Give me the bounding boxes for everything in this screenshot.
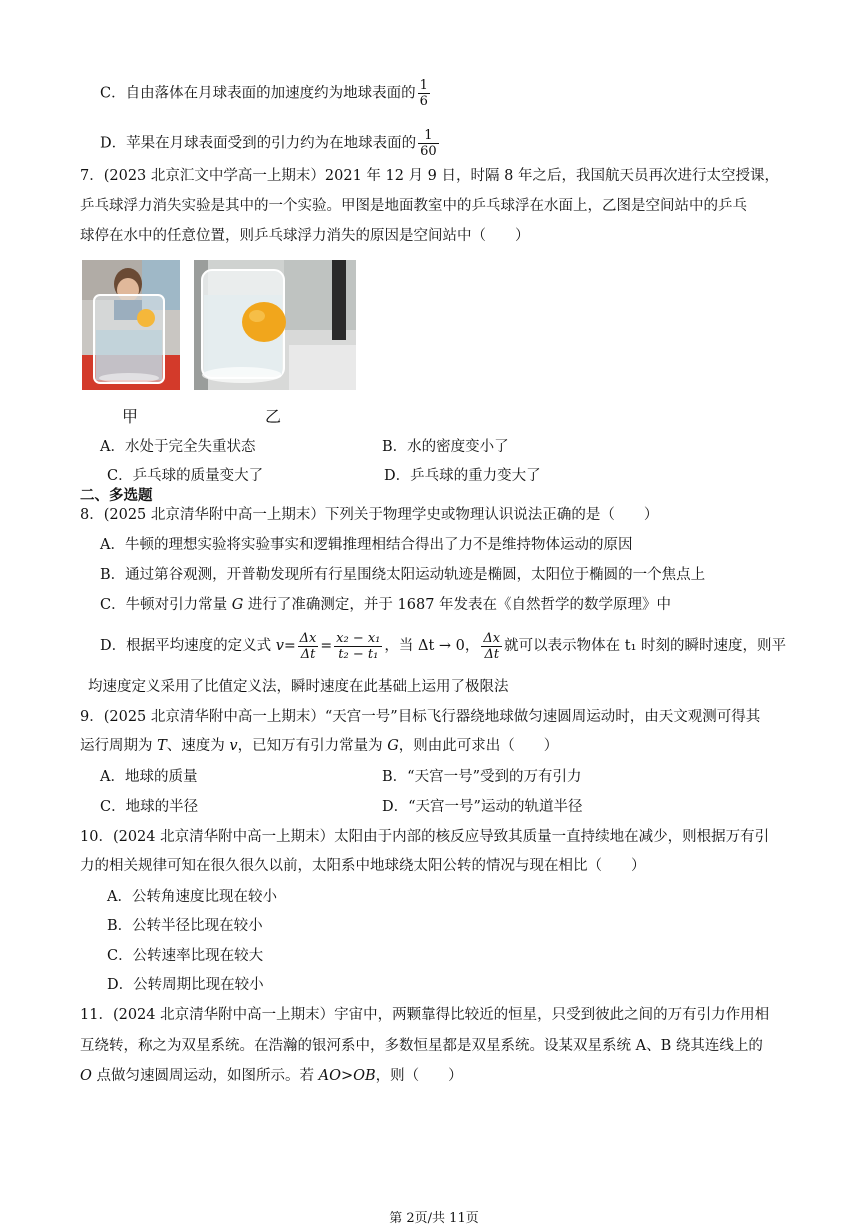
q9-option-b: B．“天宫一号”受到的万有引力	[382, 769, 582, 785]
photo-yi-image	[194, 260, 356, 390]
q9-text4: ，则由此可求出（ ）	[398, 738, 559, 754]
q9-stem-line2	[80, 737, 558, 755]
q8-option-c-text1: C．牛顿对引力常量	[100, 597, 232, 613]
q8-option-c	[100, 596, 671, 614]
q9-text2: 、速度为	[166, 738, 230, 754]
q9-option-a: A．地球的质量	[100, 769, 198, 785]
q10-option-b: B．公转半径比现在较小	[107, 918, 263, 934]
q7-option-d: D．乒乓球的重力变大了	[384, 468, 541, 484]
q11-stem-line3	[80, 1067, 463, 1085]
q8-option-d-fraction2	[334, 631, 382, 662]
photo-jia-classroom	[82, 260, 180, 390]
q9-option-c: C．地球的半径	[100, 799, 199, 815]
q7-option-b: B．水的密度变小了	[382, 439, 509, 455]
q10-option-d: D．公转周期比现在较小	[107, 977, 264, 993]
fraction-numerator: Δx	[483, 630, 501, 646]
q11-stem-line2: 互绕转，称之为双星系统。在浩瀚的银河系中，多数恒星都是双星系统。设某双星系统 A、B 绕其连线上的	[80, 1038, 763, 1054]
q11-text2: ，则（ ）	[375, 1068, 463, 1084]
q11-symbol-o: O	[80, 1068, 92, 1084]
q9-option-d: D．“天宫一号”运动的轨道半径	[382, 799, 583, 815]
q8-option-c-symbol-g: G	[231, 597, 244, 613]
photo-jia-image	[82, 260, 180, 390]
q9-symbol-g: G	[387, 738, 399, 754]
q7-stem-line1: 7．(2023 北京汇文中学高一上期末）2021 年 12 月 9 日，时隔 8 年之后，我国航天员再次进行太空授课，	[80, 168, 779, 184]
fraction-numerator: x₂ − x₁	[336, 630, 381, 646]
q8-option-a: A．牛顿的理想实验将实验事实和逻辑推理相结合得出了力不是维持物体运动的原因	[100, 537, 633, 553]
fraction-numerator: Δx	[299, 630, 317, 646]
q10-option-a: A．公转角速度比现在较小	[107, 889, 277, 905]
fraction-denominator: 6	[419, 94, 428, 109]
q11-condition: AO>OB	[318, 1068, 376, 1084]
q7-option-c: C．乒乓球的质量变大了	[107, 468, 264, 484]
q9-text3: ，已知万有引力常量为	[237, 738, 388, 754]
fraction-denominator: Δt	[298, 646, 319, 662]
fraction-denominator: t₂ − t₁	[334, 646, 382, 662]
q8-option-d-line2: 均速度定义采用了比值定义法，瞬时速度在此基础上运用了极限法	[88, 679, 509, 695]
q6-option-c	[100, 78, 432, 109]
q9-text1: 运行周期为	[80, 738, 158, 754]
photo-yi-space-station	[194, 260, 356, 390]
photo-yi-caption: 乙	[265, 407, 282, 426]
fraction-numerator: 1	[424, 128, 433, 143]
q9-symbol-v: v	[229, 738, 238, 754]
fraction-denominator: Δt	[481, 646, 502, 662]
q6-option-c-fraction	[418, 78, 430, 109]
q6-option-d-text: D．苹果在月球表面受到的引力约为在地球表面的	[100, 135, 417, 152]
q8-option-d-text1: D．根据平均速度的定义式	[100, 638, 276, 654]
q7-option-a: A．水处于完全失重状态	[100, 439, 256, 455]
page-number-footer: 第 2页/共 11页	[389, 1211, 479, 1226]
q9-symbol-t: T	[157, 738, 167, 754]
q8-option-c-text2: 进行了准确测定，并于 1687 年发表在《自然哲学的数学原理》中	[243, 597, 672, 613]
q8-option-d-symbol-v: v	[275, 638, 284, 654]
q6-option-d	[100, 128, 441, 159]
q9-stem-line1: 9．(2025 北京清华附中高一上期末）“天宫一号”目标飞行器绕地球做匀速圆周运动时，由天文观测可得其	[80, 709, 761, 725]
q10-option-c: C．公转速率比现在较大	[107, 948, 264, 964]
fraction-numerator: 1	[419, 78, 428, 93]
q8-stem: 8．(2025 北京清华附中高一上期末）下列关于物理学史或物理认识说法正确的是（ ）	[80, 507, 659, 523]
q11-stem-line1: 11．(2024 北京清华附中高一上期末）宇宙中，两颗靠得比较近的恒星，只受到彼此之间的万有引力作用相	[80, 1007, 770, 1023]
q10-stem-line1: 10．(2024 北京清华附中高一上期末）太阳由于内部的核反应导致其质量一直持续地在减少，则根据万有引	[80, 829, 770, 845]
fraction-denominator: 60	[420, 144, 437, 159]
q8-option-d-text3: 就可以表示物体在 t₁ 时刻的瞬时速度，则平	[504, 638, 786, 654]
q7-stem-line3: 球停在水中的任意位置，则乒乓球浮力消失的原因是空间站中（ ）	[80, 228, 530, 244]
q8-option-b: B．通过第谷观测，开普勒发现所有行星围绕太阳运动轨迹是椭圆，太阳位于椭圆的一个焦点上	[100, 567, 706, 583]
q7-stem-line2: 乒乓球浮力消失实验是其中的一个实验。甲图是地面教室中的乒乓球浮在水面上，乙图是空间站中的乒乓	[80, 198, 747, 214]
photo-jia-caption: 甲	[122, 407, 139, 426]
q8-option-d	[100, 628, 786, 664]
q6-option-d-fraction	[418, 128, 439, 159]
section-heading-multiple-choice: 二、多选题	[80, 488, 153, 504]
q11-text1: 点做匀速圆周运动，如图所示。若	[91, 1068, 319, 1084]
q8-option-d-text2: ，当 Δt → 0，	[384, 638, 480, 654]
q10-stem-line2: 力的相关规律可知在很久很久以前，太阳系中地球绕太阳公转的情况与现在相比（ ）	[80, 858, 646, 874]
q8-option-d-equals2: =	[320, 638, 333, 654]
q8-option-d-fraction1	[298, 631, 319, 662]
q8-option-d-equals: =	[283, 638, 296, 654]
q6-option-c-text: C．自由落体在月球表面的加速度约为地球表面的	[100, 85, 416, 102]
q8-option-d-fraction3	[481, 631, 502, 662]
